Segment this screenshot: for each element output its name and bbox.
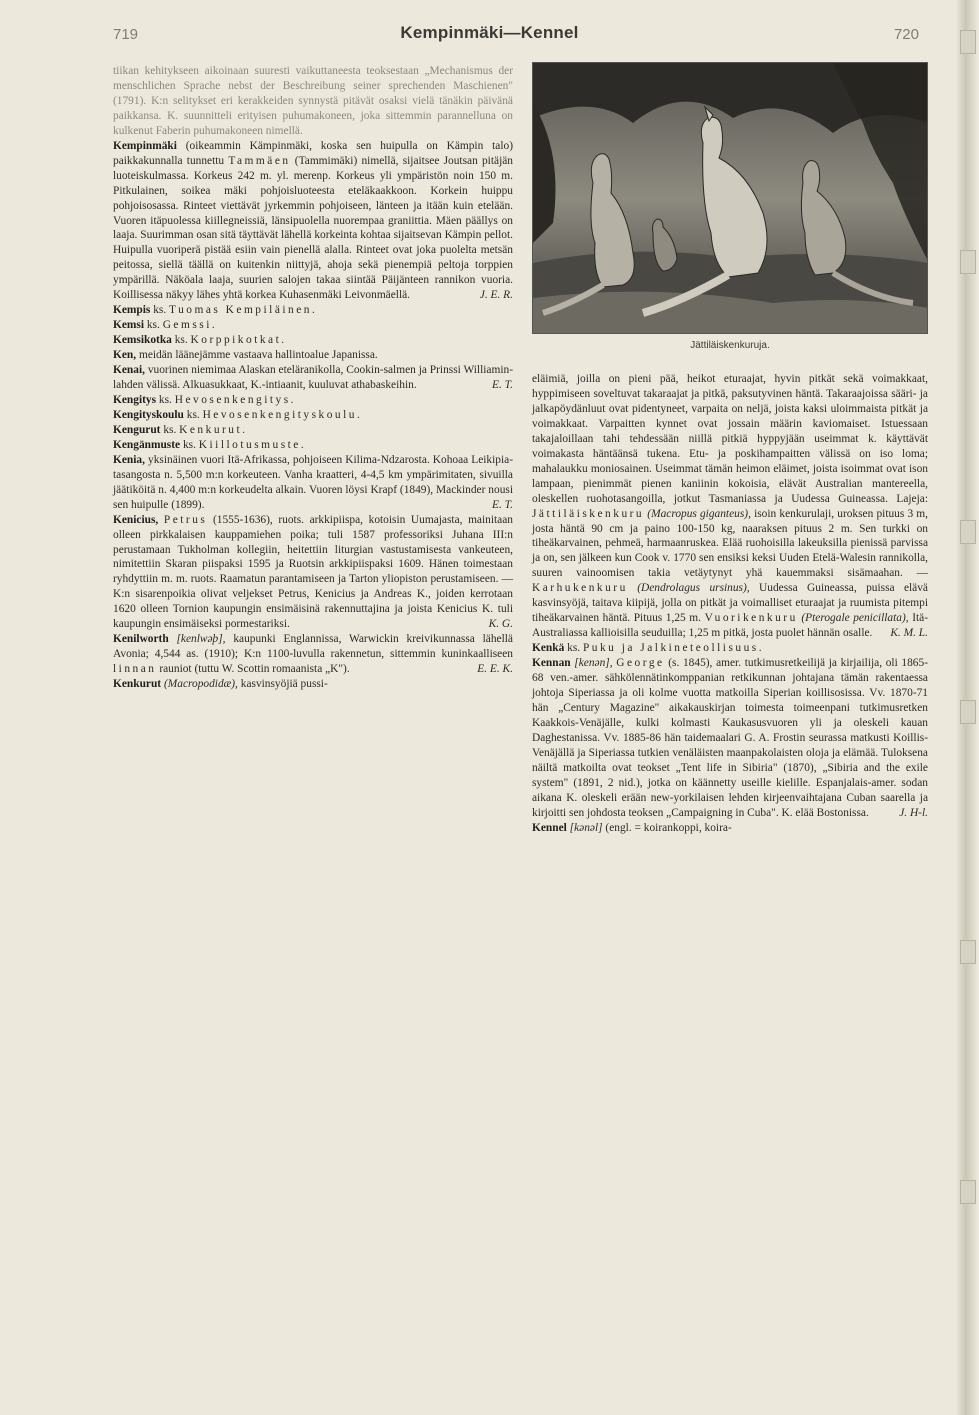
headword: Kenkä	[532, 642, 565, 655]
cross-reference: Hevosenkengitys.	[174, 393, 297, 406]
thumb-tab	[960, 940, 976, 964]
left-column	[113, 64, 513, 692]
kangaroo-picture	[533, 63, 928, 334]
entry-kemsi: Kemsi ks. Gemssi.	[113, 319, 218, 332]
entry-kengitys: Kengitys ks. Hevosenkengitys.	[113, 393, 297, 406]
entry-kenkurut-continued: eläimiä, joilla on pieni pää, heikot eturaajat, hyvin pitkät sekä voimakkaat, hyppimiseen soveltuvat takaraajat ja pitkä, paksutyvinen häntä. Takaraajoissa sääri- ja jalkapöydänluut ovat pidentyneet, varpaita on neljä, joista kaksi uloimmaista pitkät ja voimakkaat. Varpaitten kynnet ovat jossain määrin kaviomaiset. Istuessaan takajaloillaan tahi tehdessään niillä pitkiä hyppyjään useimmat k. käyttävät voimakasta häntäänsä tukena. Etu- ja poskihampaitten välissä on iso loma; mahalaukku moniosainen. Useimmat tämän heimon eläimet, joista isoimmat ovat ison lampaan, pienimmät pienen kaniinin kokoisia, elävät Australian mantereella, oleskellen ruohotasangoilla, jotkut Tasmaniassa ja Uudessa Guineassa. Lajeja: Jättiläiskenkuru (Macropus giganteus), isoin kenkurulaji, uroksen pituus 3 m, josta häntä 90 cm ja paino 100-150 kg, naaraksen pituus 2 m. Sen turkki on tiheäkarvainen, pehmeä, harmaanruskea. Elää ruohoisilla lakeuksilla pienissä parvissa ja on, sen jälkeen kun Cook v. 1770 sen ensiksi keksi Uuden Etelä-Walesin rannikolla, suuren vainoomisen takia vetäytynyt yhä kauemmaksi sisämaahan. — Karhukenkuru (Dendrolagus ursinus), Uudessa Guineassa, puissa elävä kasvinsyöjä, taitava kiipijä, jolla on pitkät ja voimalliset eturaajat ja ruumista pitempi tiheäkarvainen häntä. Pituus 1,25 m. Vuorikenkuru (Pterogale penicillata), Itä-Australiassa kallioisilla seuduilla; 1,25 m pitkä, josta puolet hännän osalle. K. M. L.	[532, 373, 928, 640]
entry-kenia: Kenia, yksinäinen vuori Itä-Afrikassa, pohjoiseen Kilima-Ndzarosta. Kohoaa Leikipia-tasangosta n. 5,500 m:n korkeuteen. Vanha kraatteri, 4-4,5 km ympärimitaten, sivuilla jäätiköitä n. 4,400 m:n korkeudelta alkain. Vuoren löysi Krapf (1849), Mackinder nousi sen huipulle (1899). E. T.	[113, 453, 513, 511]
headword: Kenkurut	[113, 678, 162, 691]
headword: Kempinmäki	[113, 139, 177, 152]
running-title: Kempinmäki—Kennel	[400, 23, 579, 42]
headword: Kengurut	[113, 423, 161, 436]
headword: Kenai,	[113, 364, 145, 377]
author-signature: K. G.	[488, 618, 513, 631]
cross-reference: Kiillotusmuste.	[198, 438, 307, 451]
entry-kenka: Kenkä ks. Puku ja Jalkineteollisuus.	[532, 642, 765, 655]
cross-reference: Tuomas Kempiläinen.	[169, 304, 318, 317]
entry-kennan: Kennan [kenən], George (s. 1845), amer. tutkimusretkeilijä ja kirjailija, oli 1865-68 ven.-amer. sähkölennätinkomppanian retkikunnan johtajana tämän rakentaessa johtoja Siperiassa ja oli kolme vuotta matkoilla Siperian koillisosissa. Vv. 1870-71 hän „Century Magazine" aikakauskirjan toimesta toimeenpani tutkimusretken Kaakkois-Venäjälle, kulki kolmasti Kaukasusvuoren yli ja oleskeli kauan Daghestanissa. Vv. 1885-86 hän taidemaalari G. A. Frostin seurassa matkusti Koillis-Venäjällä ja Siperiassa tutkien venäläisten maanpakolaisten oloja ja elämää. Tuloksena näiltä matkoilta ovat teokset „Tent life in Sibiria" (1870), „Sibiria and the exile system" (1891, 2 nid.), jotka on käännetty useille kielille. Espanjalais-amer. sodan aikana K. oleskeli erään new-yorkilaisen lehden kirjeenvaihtajana Cuban saarella ja kirjoitti sen johdosta teoksen „Campaigning in Cuba". K. elää Bostonissa. J. H-l.	[532, 657, 928, 819]
entry-kennel: Kennel [kənəl] (engl. = koirankoppi, koira-	[532, 821, 732, 834]
entry-kenilworth: Kenilworth [kenlwəþ], kaupunki Englannissa, Warwickin kreivikunnassa lähellä Avonia; 4,544 as. (1910); K:n 1100-luvulla rakennetun, sittemmin kuninkaalliseen linnan rauniot (tuttu W. Scottin romaanista „K"). E. E. K.	[113, 633, 513, 676]
figure-caption: Jättiläiskenkuruja.	[690, 340, 770, 351]
entry-kenganmuste: Kengänmuste ks. Kiillotusmuste.	[113, 438, 307, 451]
kangaroo-illustration	[532, 62, 928, 350]
headword: Kenia,	[113, 453, 145, 466]
headword: Kenilworth	[113, 633, 169, 646]
headword: Kemsikotka	[113, 334, 172, 347]
headword: Ken,	[113, 349, 137, 362]
thumb-tab	[960, 700, 976, 724]
thumb-tab	[960, 520, 976, 544]
cross-reference: Kenkurut.	[179, 423, 248, 436]
headword: Kennel	[532, 821, 567, 834]
entry-ken: Ken, meidän läänejämme vastaava hallintoalue Japanissa.	[113, 349, 378, 362]
author-signature: K. M. L.	[890, 627, 928, 640]
kangaroo-photo	[532, 62, 928, 334]
entry-kempinmaki: Kempinmäki (oikeammin Kämpinmäki, koska sen huipulla on Kämpin talo) paikkakunnalla tunnettu Tammäen (Tammimäki) nimellä, sijaitsee Joutsan pitäjän luoteiskulmassa. Korkeus 242 m. yl. merenp. Korkeus yli ympäristön noin 150 m. Pitkulainen, soikea mäki pohjoisluoteesta eteläkaakkoon. Korkein huippu pohjoisosassa. Rinteet viettävät jyrkemmin pohjoiseen, länteen ja itään kuin etelään. Vuoren itäpuolessa kiillegneissiä, länsipuolella nuorempaa graniittia. Mäen päällys on laaja. Suurimman osan sitä täyttävät lähellä korkeinta kohtaa sijaitsevan Kämpin pellot. Huipulla vuoriperä pistää esiin vain pienellä alalla. Rinteet ovat joka puolelta metsän peitossa, siellä täällä on kuitenkin niittyjä, ahoja sekä pienempiä peltoja torppien ympärillä. Näköala laaja, suurien salojen takaa siintää Päijänteen rannikon vuoria. Koillisessa näkyy lähes yhtä korkea Kuhasenmäki Leivonmäellä. J. E. R.	[113, 139, 513, 302]
cross-reference: Puku ja Jalkineteollisuus.	[582, 642, 765, 655]
thumb-tab	[960, 30, 976, 54]
author-signature: J. E. R.	[479, 289, 513, 302]
author-signature: E. T.	[492, 498, 513, 511]
author-signature: E. E. K.	[477, 663, 513, 676]
headword: Kengityskoulu	[113, 408, 184, 421]
entry-kemsikotka: Kemsikotka ks. Korppikotkat.	[113, 334, 287, 347]
page-number-left: 719	[113, 26, 139, 43]
cross-reference: Gemssi.	[162, 319, 218, 332]
headword: Kengänmuste	[113, 438, 181, 451]
cross-reference: Korppikotkat.	[190, 334, 287, 347]
page-number-right: 720	[893, 26, 919, 43]
continued-paragraph: tiikan kehitykseen aikoinaan suuresti vaikuttaneesta teoksestaan „Mechanismus der menschlichen Sprache nebst der Beschreibung seiner sprechenden Maschienen" (1791). K:n selitykset eri kerakkeiden synnystä pitävät osaksi vielä tänäkin päivänä paikkansa. K. suunnitteli erityisen puhumakoneen, joka sittemmin parannelluna on kulkenut Faberin puhumakoneen nimellä.	[113, 65, 513, 137]
headword: Kenicius,	[113, 513, 159, 526]
author-signature: J. H-l.	[899, 806, 928, 819]
entry-kengurut: Kengurut ks. Kenkurut.	[113, 423, 248, 436]
thumb-tab	[960, 1180, 976, 1204]
headword: Kemsi	[113, 319, 145, 332]
entry-kengityskoulu: Kengityskoulu ks. Hevosenkengityskoulu.	[113, 408, 363, 421]
headword: Kempis	[113, 304, 151, 317]
entry-kempis: Kempis ks. Tuomas Kempiläinen.	[113, 304, 318, 317]
entry-kenkurut: Kenkurut (Macropodidæ), kasvinsyöjiä pussi-	[113, 678, 328, 691]
right-column	[532, 372, 928, 836]
entry-kenai: Kenai, vuorinen niemimaa Alaskan eteläranikolla, Cookin-salmen ja Prinssi Williamin-lahden välissä. Alkuasukkaat, K.-intiaanit, kuuluvat athabaskeihin. E. T.	[113, 364, 513, 392]
running-header	[0, 22, 979, 52]
cross-reference: Hevosenkengityskoulu.	[202, 408, 363, 421]
headword: Kennan	[532, 657, 571, 670]
entry-kenicius: Kenicius, Petrus (1555-1636), ruots. arkkipiispa, kotoisin Uumajasta, mainitaan olleen pirkkalaisen kauppamiehen poika; tuli 1587 professoriksi Juhana III:n perustamaan Tukholman kollegiin, heitettiin liturgian vastustamisesta vankeuteen, nimitettiin Skaran piispaksi 1595 ja Ruotsin arkkipiispaksi 1609. Hänen toimestaan ryhdyttiin m. m. ruots. Raamatun parantamiseen ja Tarton yliopiston perustamiseen. — K:n sisarenpoikia olivat veljekset Petrus, Kenicius ja Andreas K., joiden kerrotaan 1620 olleen Tornion kaupungin ensimäisinä rakennuttajina ja joista Kenicius K. tuli kaupungin ensimäiseksi pormestariksi. K. G.	[113, 513, 513, 631]
author-signature: E. T.	[492, 379, 513, 392]
headword: Kengitys	[113, 393, 157, 406]
thumb-tab	[960, 250, 976, 274]
